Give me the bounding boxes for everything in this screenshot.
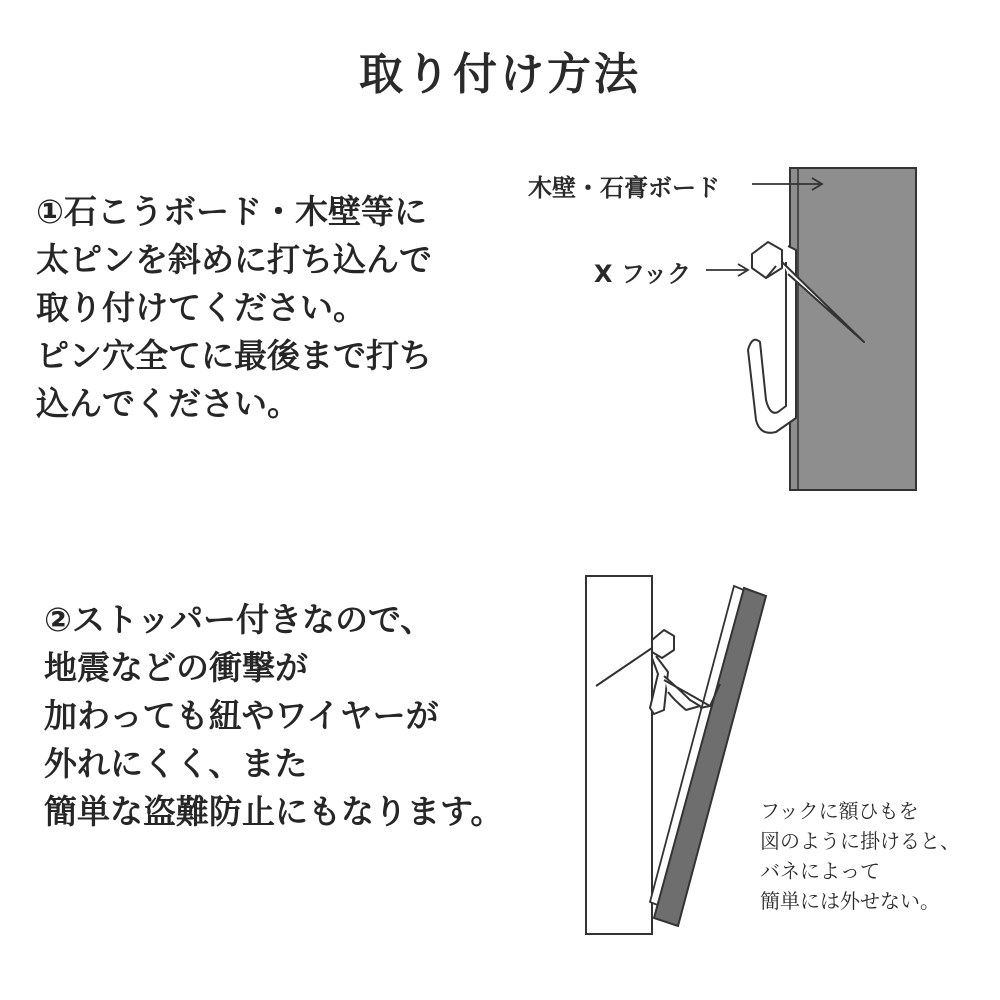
step2-line: ②ストッパー付きなので、	[44, 600, 434, 639]
step1-text	[36, 188, 432, 428]
x-hook-icon	[650, 630, 700, 714]
note-line: 図のように掛けると、	[760, 829, 960, 853]
step2-line: 外れにくく、また	[44, 744, 308, 783]
step2-line: 地震などの衝撃が	[44, 648, 308, 687]
step1-line: 込んでください。	[36, 384, 300, 423]
wall-panel	[790, 168, 916, 490]
note-line: フックに額ひもを	[760, 799, 919, 823]
wall-hook-diagram	[520, 150, 940, 510]
note-line: 簡単には外せない。	[760, 889, 940, 913]
wall-column	[586, 576, 652, 934]
note-line: バネによって	[760, 859, 880, 883]
step2-line: 簡単な盗難防止にもなります。	[44, 792, 504, 831]
step1-line: ピン穴全てに最後まで打ち	[36, 336, 432, 375]
step1-line: ①石こうボード・木壁等に	[36, 192, 427, 231]
wall-label: 木壁・石膏ボード	[528, 174, 720, 202]
page-title: 取り付け方法	[359, 49, 641, 100]
step1-line: 太ピンを斜めに打ち込んで	[36, 240, 432, 279]
figure2-note	[760, 796, 960, 916]
step2-text	[44, 596, 503, 836]
step1-line: 取り付けてください。	[36, 288, 366, 327]
hook-label: X フック	[594, 260, 692, 288]
step2-line: 加わっても紐やワイヤーが	[44, 696, 439, 735]
